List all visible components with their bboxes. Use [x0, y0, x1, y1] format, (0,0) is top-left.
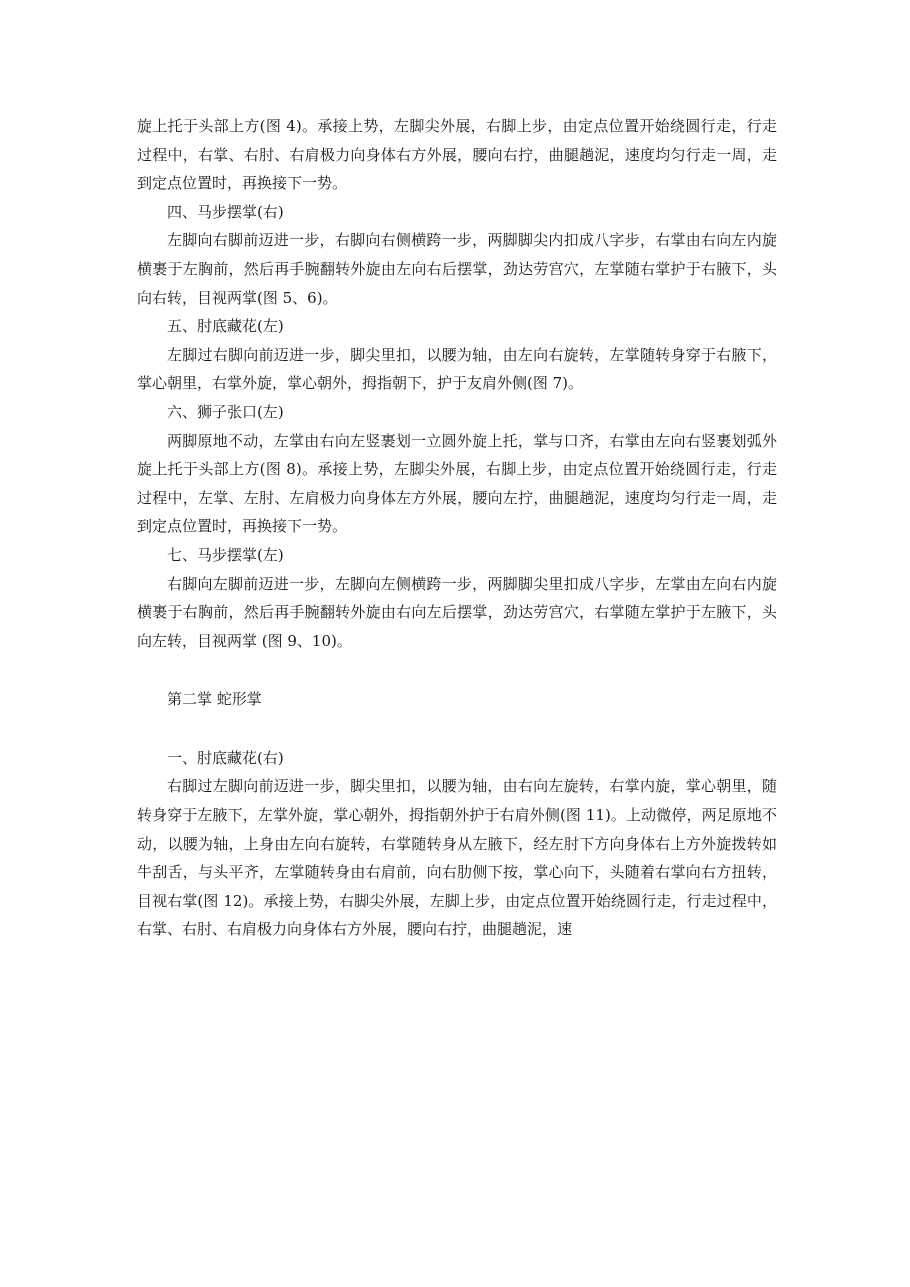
- section-body-4: 左脚向右脚前迈进一步，右脚向右侧横跨一步，两脚脚尖内扣成八字步，右掌由右向左内旋横裹于左胸前，然后再手腕翻转外旋由左向右后摆掌，劲达劳宫穴，左掌随右掌护于右腋下，头向右转，目视两掌(图 5、6)。: [137, 231, 777, 307]
- continued-paragraph: 旋上托于头部上方(图 4)。承接上势，左脚尖外展，右脚上步，由定点位置开始绕圆行走，行走过程中，右掌、右肘、右肩极力向身体右方外展，腰向右拧，曲腿趟泥，速度均匀行走一周，走到定点位置时，再换接下一势。: [137, 117, 777, 193]
- chapter-section-body-1: 右脚过左脚向前迈进一步，脚尖里扣，以腰为轴，由右向左旋转，右掌内旋，掌心朝里，随转身穿于左腋下，左掌外旋，掌心朝外，拇指朝外护于右肩外侧(图 11)。上动微停，两足原地不动，以腰为轴，上身由左向右旋转，右掌随转身从左腋下，经左肘下方向身体右上方外旋拨转如牛刮舌，与头平齐，左掌随转身由右肩前，向右肋侧下按，掌心向下，头随着右掌向右方扭转，目视右掌(图 12)。承接上势，右脚尖外展，左脚上步，由定点位置开始绕圆行走，行走过程中，右掌、右肘、右肩极力向身体右方外展，腰向右拧，曲腿趟泥，速: [137, 777, 777, 939]
- section-heading-5: 五、肘底藏花(左): [167, 317, 284, 336]
- section-body-6: 两脚原地不动，左掌由右向左竖裹划一立圆外旋上托，掌与口齐，右掌由左向右竖裹划弧外旋上托于头部上方(图 8)。承接上势，左脚尖外展，右脚上步，由定点位置开始绕圆行走，行走过程中，左掌、左肘、左肩极力向身体左方外展，腰向左拧，曲腿趟泥，速度均匀行走一周，走到定点位置时，再换接下一势。: [137, 431, 777, 536]
- section-heading-6: 六、狮子张口(左): [167, 402, 284, 421]
- section-heading-4: 四、马步摆掌(右): [167, 202, 284, 221]
- section-heading-7: 七、马步摆掌(左): [167, 545, 284, 564]
- chapter-title: 第二掌 蛇形掌: [167, 690, 262, 709]
- section-body-7: 右脚向左脚前迈进一步，左脚向左侧横跨一步，两脚脚尖里扣成八字步，左掌由左向右内旋横裹于右胸前，然后再手腕翻转外旋由右向左后摆掌，劲达劳宫穴，右掌随左掌护于左腋下，头向左转，目视两掌 (图 9、10)。: [137, 574, 777, 650]
- section-body-5: 左脚过右脚向前迈进一步，脚尖里扣，以腰为轴，由左向右旋转，左掌随转身穿于右腋下，掌心朝里，右掌外旋，掌心朝外，拇指朝下，护于友肩外侧(图 7)。: [137, 345, 777, 393]
- document-body: [137, 112, 777, 944]
- chapter-section-heading-1: 一、肘底藏花(右): [167, 748, 284, 767]
